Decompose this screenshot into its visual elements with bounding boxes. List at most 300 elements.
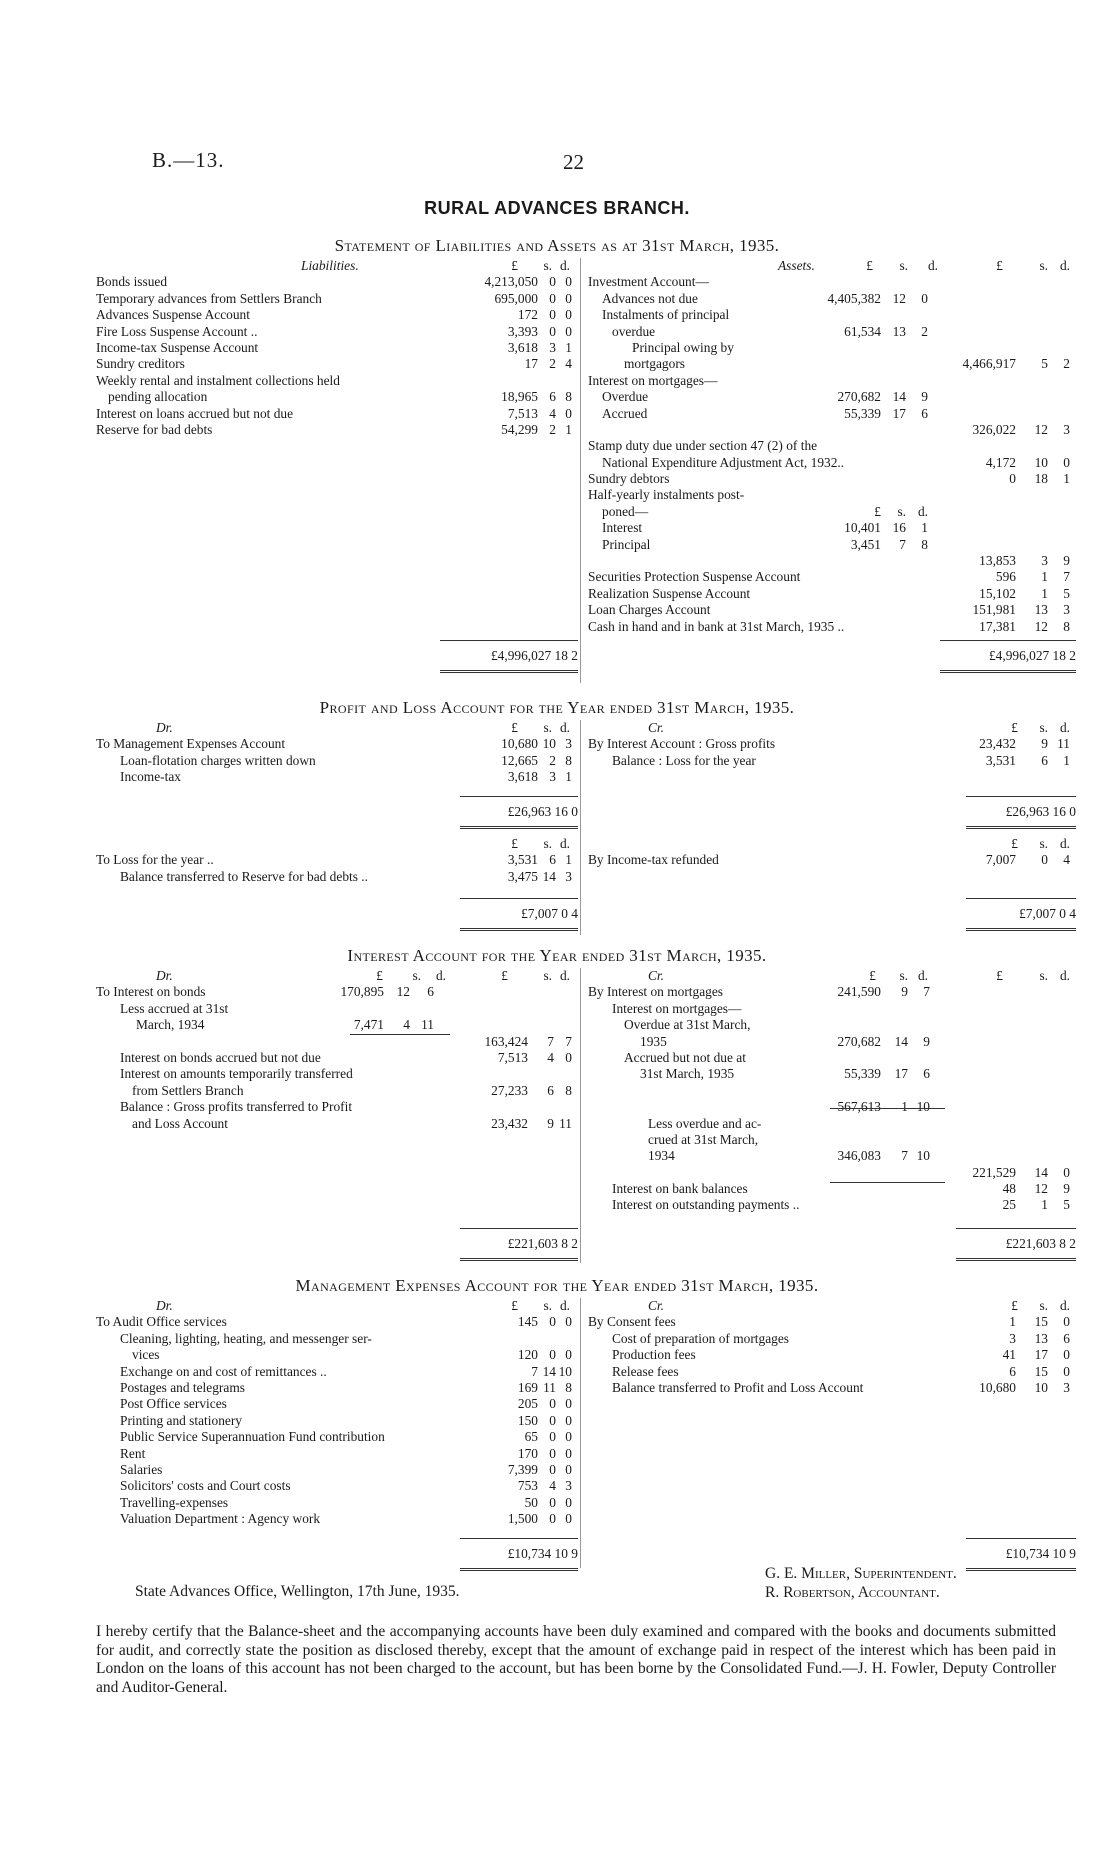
amount-shillings: 1 [1041,585,1048,601]
row-label: Bonds issued [96,274,168,290]
amount-pence: 8 [565,1379,572,1395]
amount-pounds: 3,618 [507,769,538,785]
amount-pence: 5 [1063,1197,1070,1213]
amount-pence: 0 [565,290,572,306]
amount-pounds: 753 [517,1478,538,1494]
credit-row [588,1364,1078,1380]
inner-shillings: s. [897,503,906,519]
amount-shillings: 0 [549,1511,556,1527]
balance-sheet-heading: Statement of Liabilities and Assets as at 31st March, 1935. [334,236,780,255]
row-label: Balance transferred to Profit and Loss Account [612,1379,864,1395]
double-rule [966,928,1076,931]
col-pounds: £ [501,968,508,983]
row-label: Realization Suspense Account [588,585,751,601]
double-rule [460,1258,578,1261]
amount-shillings: 0 [549,1445,556,1461]
amount-shillings: 10 [1034,454,1048,470]
row-label: Half-yearly instalments post- [588,487,745,503]
row-label: To Loss for the year .. [96,852,214,868]
management-expenses-heading: Management Expenses Account for the Year ended 31st March, 1935. [295,1276,819,1295]
row-label: Postages and telegrams [120,1379,245,1395]
amount-pence: 11 [559,1115,572,1131]
col-shillings: s. [543,720,552,735]
asset-row [588,569,1078,585]
row-label: pending allocation [108,389,208,405]
amount-pounds: 10,680 [979,1379,1016,1395]
asset-row [588,324,1078,340]
signature-superintendent: G. E. Miller, Superintendent. [765,1565,957,1582]
double-rule [460,928,578,931]
row-label: Interest on outstanding payments .. [612,1197,800,1213]
asset-row [588,356,1078,372]
management-credits [588,1298,1078,1396]
amount-pounds: 3,618 [507,339,538,355]
amount-pence: 0 [565,1314,572,1330]
liability-row [96,307,576,323]
debit-row [96,984,576,1000]
col-pounds: £ [511,258,518,273]
inner-pence: 10 [916,1148,930,1164]
asset-row [588,602,1078,618]
inner-pence: 0 [921,290,928,306]
inner-pounds: 55,339 [844,405,881,421]
col-shillings: s. [412,968,421,983]
row-label: By Interest on mortgages [588,984,723,1000]
col-shillings: s. [899,258,908,273]
amount-shillings: 10 [542,736,556,752]
asset-row [588,274,1078,290]
total-rule [460,796,578,797]
amount-pounds: 12,665 [501,752,538,768]
amount-pounds: 23,432 [979,736,1016,752]
amount-pence: 0 [1063,454,1070,470]
column-divider [580,720,581,935]
col-pence: d. [559,836,570,851]
row-label: Principal owing by [632,339,734,355]
row-label: Accrued but not due at [624,1049,746,1065]
amount-pounds: 7,513 [497,1049,528,1065]
inner-shillings: 12 [396,984,410,1000]
amount-shillings: 0 [549,1347,556,1363]
row-label: Interest on bonds accrued but not due [120,1049,321,1065]
credit-row [588,1181,1078,1197]
management-debits-total: £10,734 10 9 [507,1546,578,1561]
amount-shillings: 0 [549,1314,556,1330]
audit-certificate: I hereby certify that the Balance-sheet and the accompanying accounts have been duly examined and compared with the books and documents submitted for audit, and correctly state the position as disclosed thereby, except that the amount of exchange paid in respect of the interest which has been paid in London on the loans of this account has not been charged to the account, but has been borne by the Consolidated Fund.—J. H. Fowler, Deputy Controller and Auditor-General. [96,1623,1056,1696]
inner-pence: 1 [921,520,928,536]
col-pence: d. [559,1298,570,1313]
amount-pounds: 15,102 [979,585,1016,601]
profit-loss-debits [96,720,576,786]
credit-row [588,1066,1078,1082]
row-label: Fire Loss Suspense Account .. [96,323,258,339]
row-label: Investment Account— [588,274,709,290]
col-pounds: £ [376,968,383,983]
col-shillings: s. [543,1298,552,1313]
asset-row [588,373,1078,389]
row-label: Cleaning, lighting, heating, and messenger ser- [120,1330,372,1346]
debit-row [96,1083,576,1099]
amount-pounds: 4,466,917 [962,356,1016,372]
amount-pence: 8 [565,389,572,405]
management-debits [96,1298,576,1527]
subtotal-rule [350,1034,450,1035]
amount-pence: 0 [565,405,572,421]
double-rule [460,826,578,829]
col-pence: d. [1059,720,1070,735]
amount-shillings: 18 [1034,471,1048,487]
amount-pounds: 0 [1009,471,1016,487]
interest-credits-total: £221,603 8 2 [1005,1236,1076,1251]
amount-pounds: 3,393 [507,323,538,339]
amount-pence: 0 [565,1461,572,1477]
row-label: Interest on bank balances [612,1181,748,1197]
column-divider [580,1298,581,1568]
amount-shillings: 0 [549,1461,556,1477]
amount-pence: 0 [565,1445,572,1461]
liability-row [96,274,576,290]
col-pounds: £ [511,1298,518,1313]
debit-row [96,753,576,769]
amount-pounds: 3,531 [985,752,1016,768]
credit-row [588,1034,1078,1050]
assets-header-row [588,258,1078,274]
row-label: Post Office services [120,1396,227,1412]
debit-row [96,1034,576,1050]
amount-pounds: 151,981 [972,602,1016,618]
inner-pence: 10 [916,1099,930,1115]
amount-pounds: 13,853 [979,553,1016,569]
row-label: Less accrued at 31st [120,1000,229,1016]
inner-shillings: 14 [892,389,906,405]
amount-shillings: 0 [549,1412,556,1428]
liability-row [96,406,576,422]
col-pence: d. [1059,836,1070,851]
total-rule [460,898,578,899]
amount-pence: 3 [565,1478,572,1494]
liability-row [96,324,576,340]
row-label: 1934 [648,1148,675,1164]
debit-row [96,1066,576,1082]
amount-shillings: 4 [549,1478,556,1494]
amount-pounds: 3 [1009,1330,1016,1346]
row-label: Interest on mortgages— [588,372,718,388]
amount-pounds: 10,680 [501,736,538,752]
signature-accountant: R. Robertson, Accountant. [765,1584,940,1601]
inner-pounds: 346,083 [837,1148,881,1164]
amount-pence: 0 [1063,1164,1070,1180]
total-rule [966,796,1076,797]
amount-pounds: 6 [1009,1363,1016,1379]
amount-shillings: 0 [549,1396,556,1412]
amount-pounds: 50 [524,1494,538,1510]
amount-pence: 0 [565,1347,572,1363]
debit-row [96,1050,576,1066]
inner-shillings: 16 [892,520,906,536]
amount-pounds: 3,531 [507,852,538,868]
amount-pence: 3 [565,868,572,884]
amount-pounds: 150 [517,1412,538,1428]
liability-row [96,422,576,438]
col-shillings: s. [543,968,552,983]
asset-row [588,291,1078,307]
interest-account-heading: Interest Account for the Year ended 31st March, 1935. [347,946,767,965]
col-shillings: s. [1039,258,1048,273]
col-shillings: s. [899,968,908,983]
document-reference: B.—13. [152,148,225,172]
col-pence: d. [559,968,570,983]
amount-pounds: 172 [517,307,538,323]
profit-loss-debits-2 [96,836,576,885]
row-label: Income-tax [120,769,181,785]
total-rule [956,1228,1076,1229]
inner-pounds: 7,471 [353,1017,384,1033]
row-label: March, 1934 [136,1017,205,1033]
row-label: poned— [602,503,649,519]
debit-row [96,1331,576,1347]
column-divider [580,968,581,1263]
col-pounds: £ [869,968,876,983]
row-label: Accrued [602,405,648,421]
inner-pence: 6 [921,405,928,421]
amount-pence: 8 [1063,618,1070,634]
amount-pence: 1 [565,421,572,437]
inner-pounds: 4,405,382 [827,290,881,306]
amount-pounds: 221,529 [972,1164,1016,1180]
double-rule [956,1258,1076,1261]
col-shillings: s. [1039,720,1048,735]
row-label: Securities Protection Suspense Account [588,569,801,585]
col-shillings: s. [543,836,552,851]
amount-pence: 0 [565,1049,572,1065]
amount-shillings: 6 [549,389,556,405]
debit-row [96,1017,576,1033]
inner-shillings: 9 [901,984,908,1000]
inner-shillings: 17 [892,405,906,421]
amount-shillings: 9 [1041,736,1048,752]
debit-row [96,736,576,752]
interest-debits-total: £221,603 8 2 [507,1236,578,1251]
amount-shillings: 2 [549,356,556,372]
total-rule [460,1538,578,1539]
amount-pence: 2 [1063,356,1070,372]
amount-pence: 0 [565,274,572,290]
row-label: To Management Expenses Account [96,736,286,752]
col-shillings: s. [1039,968,1048,983]
total-rule [460,1228,578,1229]
inner-pounds: 567,613 [837,1099,881,1115]
row-label: Sundry debtors [588,471,670,487]
page-title: RURAL ADVANCES BRANCH. [424,198,690,218]
credit-row [588,984,1078,1000]
amount-pounds: 65 [524,1429,538,1445]
debit-row [96,1396,576,1412]
row-label: overdue [612,323,656,339]
amount-pounds: 7,007 [985,852,1016,868]
amount-pence: 10 [558,1363,572,1379]
inner-shillings: 17 [894,1066,908,1082]
amount-shillings: 12 [1034,421,1048,437]
amount-pence: 0 [1063,1314,1070,1330]
row-label: Loan Charges Account [588,602,711,618]
col-pounds: £ [996,968,1003,983]
amount-pence: 1 [1063,752,1070,768]
col-pence: d. [559,258,570,273]
row-label: Salaries [120,1461,163,1477]
amount-pence: 4 [565,356,572,372]
amount-shillings: 14 [542,868,556,884]
double-rule [966,826,1076,829]
credit-row [588,1148,1078,1164]
row-label: Production fees [612,1347,696,1363]
pl-debits-total: £26,963 16 0 [507,804,578,819]
amount-pounds: 205 [517,1396,538,1412]
row-label: Overdue at 31st March, [624,1017,751,1033]
amount-pence: 0 [565,1429,572,1445]
inner-shillings: 12 [892,290,906,306]
amount-pounds: 326,022 [972,421,1016,437]
debit-row [96,852,576,868]
amount-pence: 3 [1063,1379,1070,1395]
amount-shillings: 3 [1041,553,1048,569]
amount-shillings: 11 [543,1379,556,1395]
management-credits-total: £10,734 10 9 [1005,1546,1076,1561]
cr-label: Cr. [648,1298,665,1313]
assets-column [588,258,1078,635]
col-pence: d. [1059,258,1070,273]
credit-row [588,1083,1078,1099]
asset-row [588,438,1078,454]
pl-credits2-total: £7,007 0 4 [1019,906,1076,921]
row-label: Advances Suspense Account [96,307,250,323]
profit-loss-credits-2 [588,836,1078,869]
debit-row [96,1495,576,1511]
asset-row [588,406,1078,422]
amount-shillings: 17 [1034,1347,1048,1363]
row-label: Temporary advances from Settlers Branch [96,290,322,306]
debit-row [96,1380,576,1396]
liabilities-label: Liabilities. [301,258,359,273]
row-label: To Audit Office services [96,1314,227,1330]
amount-shillings: 4 [547,1049,554,1065]
col-pounds: £ [511,720,518,735]
col-shillings: s. [1039,836,1048,851]
amount-pence: 9 [1063,553,1070,569]
row-label: Release fees [612,1363,679,1379]
amount-shillings: 1 [1041,1197,1048,1213]
amount-shillings: 7 [547,1033,554,1049]
debit-row [96,769,576,785]
credit-row [588,1132,1078,1148]
row-label: Instalments of principal [602,307,730,323]
row-label: To Interest on bonds [96,984,206,1000]
inner-pounds: £ [874,503,881,519]
col-pence: d. [927,258,938,273]
asset-row [588,619,1078,635]
liabilities-column [96,258,576,438]
row-label: Balance : Gross profits transferred to Profit [120,1099,353,1115]
amount-pounds: 4,213,050 [484,274,538,290]
liabilities-total: £4,996,027 18 2 [490,648,578,663]
credit-row [588,1001,1078,1017]
row-label: Interest on mortgages— [612,1000,742,1016]
asset-row [588,389,1078,405]
amount-shillings: 2 [549,421,556,437]
assets-label: Assets. [778,258,815,273]
asset-row [588,340,1078,356]
dr-label: Dr. [156,1298,173,1313]
row-label: By Income-tax refunded [588,852,719,868]
double-rule [940,670,1076,673]
inner-pounds: 3,451 [850,536,881,552]
credit-row [588,1380,1078,1396]
row-label: Principal [602,536,651,552]
amount-pence: 8 [565,752,572,768]
total-rule [966,1538,1076,1539]
amount-pence: 1 [565,769,572,785]
amount-pounds: 54,299 [501,421,538,437]
row-label: 31st March, 1935 [640,1066,735,1082]
amount-pence: 0 [1063,1363,1070,1379]
row-label: and Loss Account [132,1115,228,1131]
amount-shillings: 13 [1034,602,1048,618]
row-label: Less overdue and ac- [648,1115,762,1131]
inner-pounds: 241,590 [837,984,881,1000]
inner-shillings: 7 [899,536,906,552]
inner-pounds: 270,682 [837,1033,881,1049]
inner-pounds: 10,401 [844,520,881,536]
amount-pence: 7 [565,1033,572,1049]
credit-row [588,736,1078,752]
amount-pence: 1 [565,852,572,868]
amount-shillings: 15 [1034,1314,1048,1330]
col-pounds: £ [866,258,873,273]
debit-row [96,1429,576,1445]
asset-row [588,307,1078,323]
credit-row [588,1197,1078,1213]
amount-pence: 3 [1063,602,1070,618]
subtotal-rule [830,1108,945,1109]
inner-shillings: 7 [901,1148,908,1164]
amount-pounds: 17 [524,356,538,372]
inner-shillings: 14 [894,1033,908,1049]
row-label: from Settlers Branch [132,1082,244,1098]
double-rule [966,1568,1076,1571]
row-label: Reserve for bad debts [96,421,213,437]
amount-pounds: 1 [1009,1314,1016,1330]
amount-pounds: 17,381 [979,618,1016,634]
amount-pounds: 695,000 [494,290,538,306]
amount-pence: 0 [565,323,572,339]
interest-debits [96,968,576,1132]
double-rule [440,670,578,673]
amount-pence: 9 [1063,1181,1070,1197]
amount-pounds: 145 [517,1314,538,1330]
inner-pence: 11 [421,1017,434,1033]
amount-shillings: 12 [1034,1181,1048,1197]
liability-row [96,291,576,307]
col-pence: d. [917,968,928,983]
amount-pence: 3 [1063,421,1070,437]
amount-pounds: 170 [517,1445,538,1461]
amount-pence: 5 [1063,585,1070,601]
debit-row [96,1314,576,1330]
amount-shillings: 4 [549,405,556,421]
assets-total: £4,996,027 18 2 [988,648,1076,663]
credit-row [588,1050,1078,1066]
dr-label: Dr. [156,720,173,735]
col-pounds: £ [996,258,1003,273]
